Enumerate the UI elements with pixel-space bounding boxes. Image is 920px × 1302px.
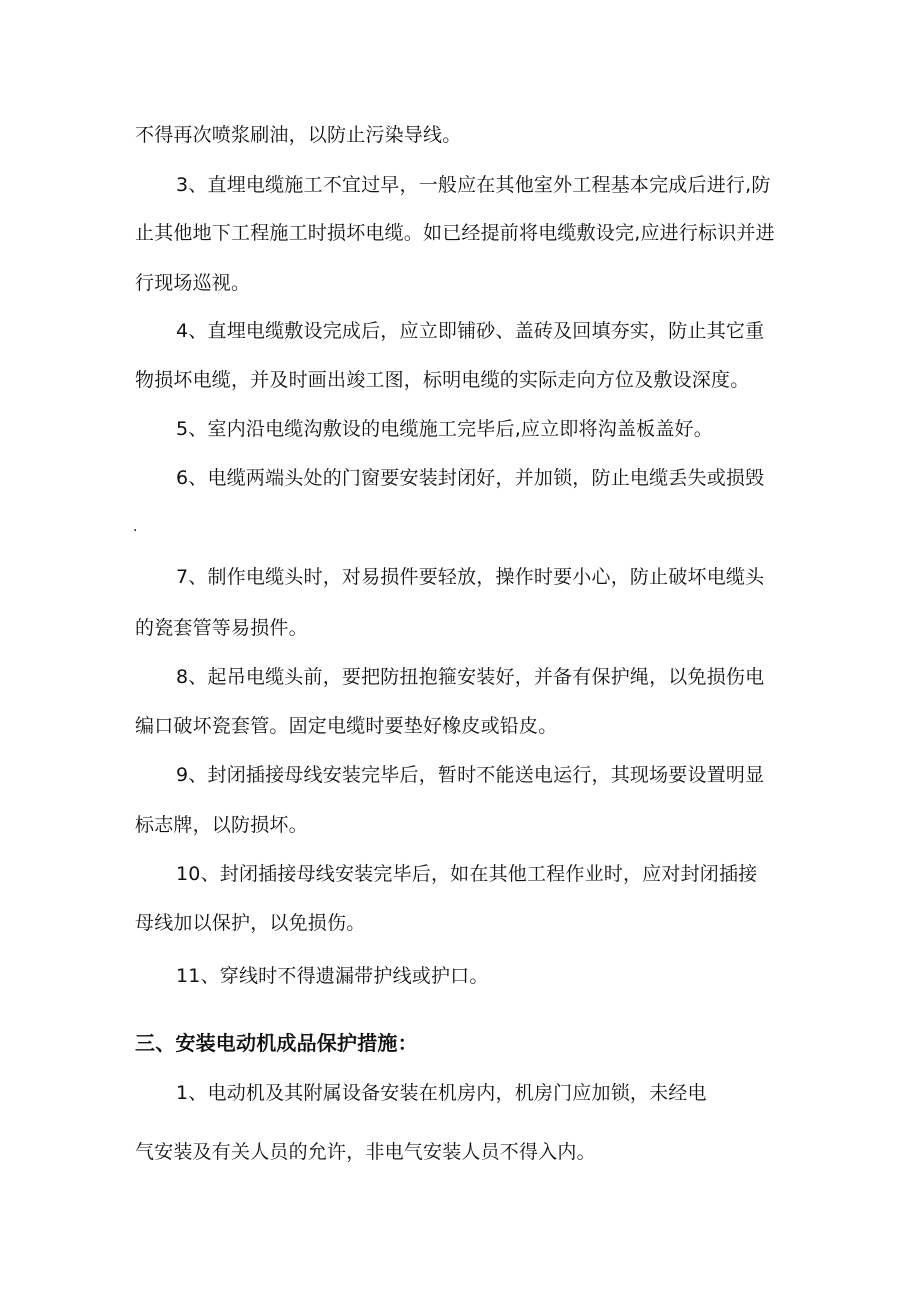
text-line-10: 7、制作电缆头时，对易损件要轻放，操作时要小心，防止破坏电缆头	[176, 566, 765, 588]
text-line-1: 不得再次喷浆刷油，以防止污染导线。	[135, 124, 462, 146]
text-line-2: 3、直埋电缆施工不宜过早，一般应在其他室外工程基本完成后进行,防	[176, 174, 771, 196]
text-line-13: 编口破坏瓷套管。固定电缆时要垫好橡皮或铅皮。	[135, 715, 558, 737]
text-line-15: 标志牌，以防损坏。	[135, 814, 308, 836]
text-line-12: 8、起吊电缆头前，要把防扭抱箍安装好，并备有保护绳，以免损伤电	[176, 666, 765, 688]
text-line-9: .	[133, 519, 138, 535]
text-line-11: 的瓷套管等易损件。	[135, 617, 308, 639]
text-line-18: 11、穿线时不得遗漏带护线或护口。	[176, 965, 489, 987]
text-line-4: 行现场巡视。	[135, 272, 251, 294]
text-line-14: 9、封闭插接母线安装完毕后，暂时不能送电运行，其现场要设置明显	[176, 764, 765, 786]
text-line-7: 5、室内沿电缆沟敷设的电缆施工完毕后,应立即将沟盖板盖好。	[176, 418, 713, 440]
text-line-17: 母线加以保护，以免损伤。	[135, 912, 366, 934]
text-line-21: 气安装及有关人员的允许，非电气安装人员不得入内。	[135, 1141, 596, 1163]
text-line-16: 10、封闭插接母线安装完毕后，如在其他工程作业时，应对封闭插接	[176, 863, 758, 885]
text-line-3: 止其他地下工程施工时损坏电缆。如已经提前将电缆敷设完,应进行标识并进	[135, 222, 775, 244]
text-line-5: 4、直埋电缆敷设完成后，应立即铺砂、盖砖及回填夯实，防止其它重	[176, 320, 765, 342]
text-line-8: 6、电缆两端头处的门窗要安装封闭好，并加锁，防止电缆丢失或损毁	[176, 467, 765, 489]
text-line-20: 1、电动机及其附属设备安装在机房内，机房门应加锁，未经电	[176, 1082, 707, 1104]
text-line-6: 物损坏电缆，并及时画出竣工图，标明电缆的实际走向方位及敷设深度。	[135, 369, 750, 391]
section-heading: 三、安装电动机成品保护措施：	[135, 1031, 418, 1055]
